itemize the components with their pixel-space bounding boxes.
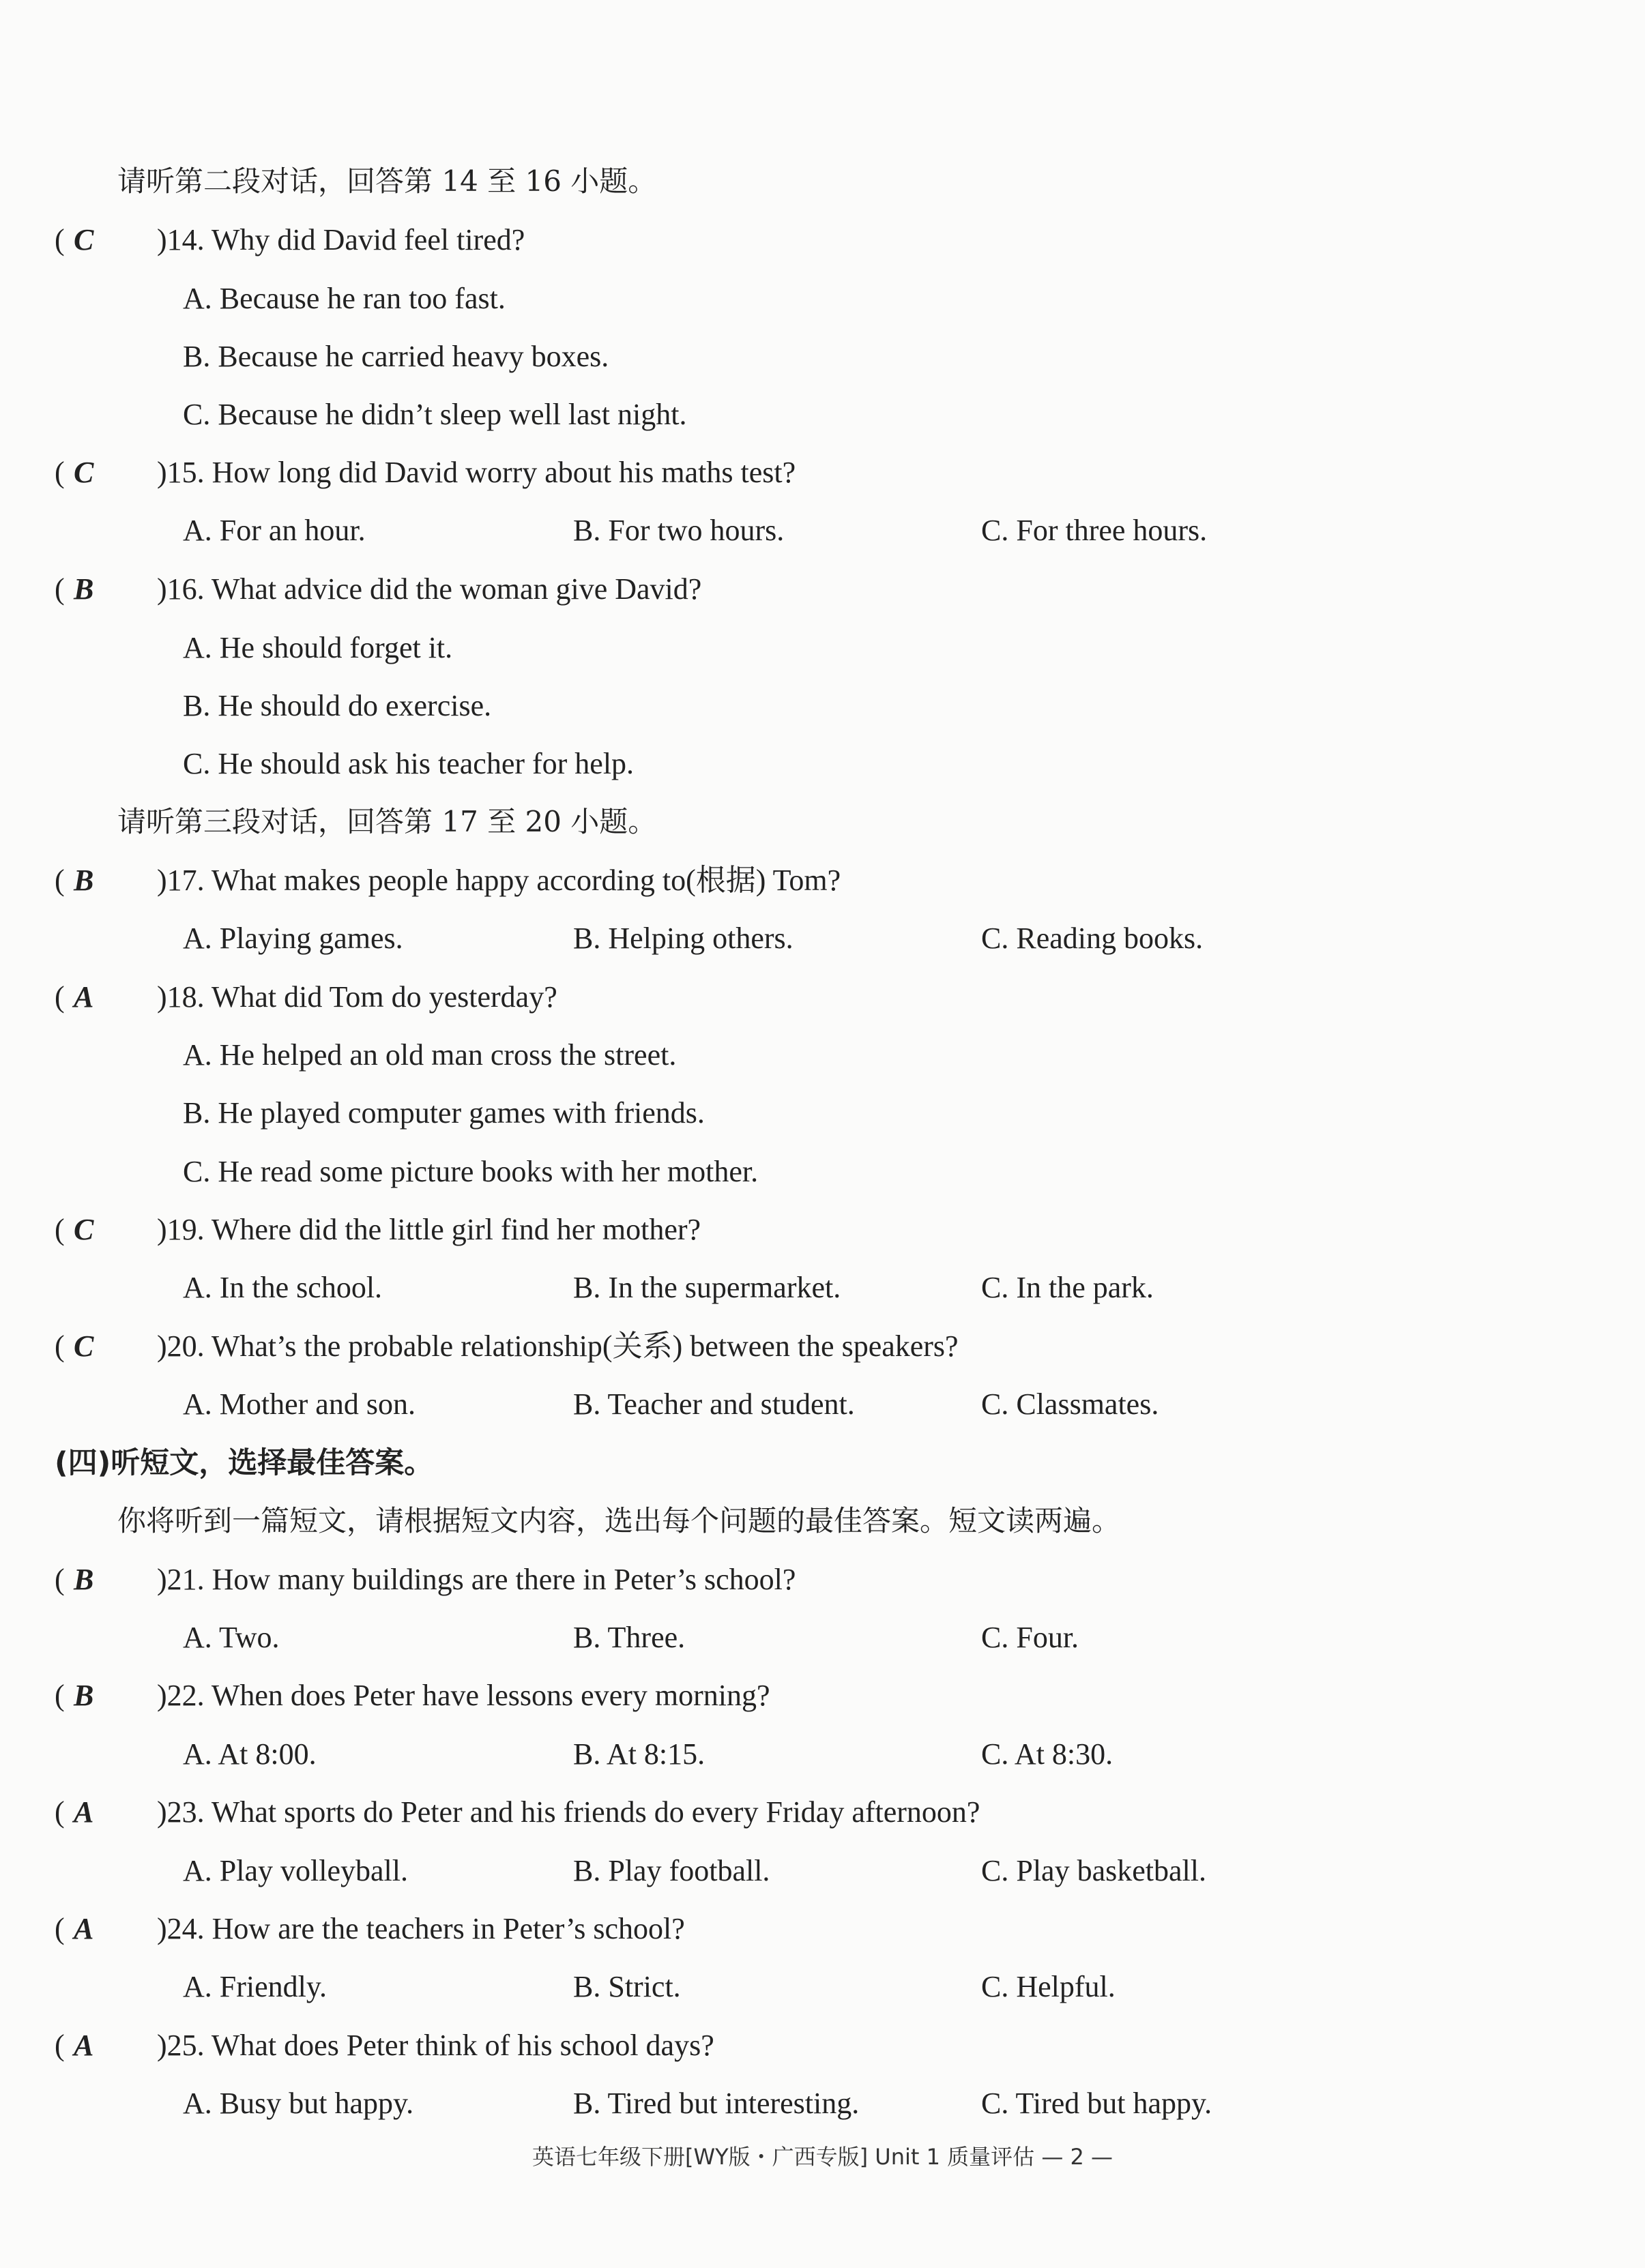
answer-mark: B	[73, 1679, 94, 1712]
option-b: B. Helping others.	[573, 922, 794, 955]
option-b: B. Three.	[573, 1621, 686, 1654]
answer-mark: A	[73, 1795, 94, 1829]
question-25	[55, 2027, 714, 2065]
option-c: C. He should ask his teacher for help.	[183, 747, 635, 780]
option-a: A. Friendly.	[183, 1970, 327, 2003]
option-c: C. Helpful.	[981, 1970, 1116, 2003]
question-23	[55, 1793, 980, 1831]
answer-mark: B	[73, 864, 94, 897]
answer-bracket: ( B	[55, 1561, 157, 1599]
question-20	[55, 1327, 959, 1366]
question-22	[55, 1677, 770, 1715]
question-number: )17.	[157, 864, 205, 897]
question-number: )21.	[157, 1563, 205, 1596]
question-text: What makes people happy according to(根据) Tom?	[211, 864, 841, 897]
question-19	[55, 1211, 701, 1249]
option-a: A. He helped an old man cross the street.	[183, 1038, 677, 1072]
section-4-instruction: 你将听到一篇短文，请根据短文内容，选出每个问题的最佳答案。短文读两遍。	[117, 1504, 1121, 1537]
option-c: C. For three hours.	[981, 514, 1208, 547]
question-text: When does Peter have lessons every morning?	[211, 1679, 770, 1712]
option-a: A. Two.	[183, 1621, 280, 1654]
option-b: B. Strict.	[573, 1970, 681, 2003]
question-text: How are the teachers in Peter’s school?	[212, 1912, 685, 1945]
answer-bracket: ( B	[55, 570, 157, 608]
question-text: How long did David worry about his maths test?	[212, 456, 796, 489]
option-b: B. Because he carried heavy boxes.	[183, 340, 609, 373]
answer-mark: C	[73, 223, 94, 256]
option-b: B. He played computer games with friends.	[183, 1096, 705, 1130]
option-b: B. Play football.	[573, 1854, 770, 1887]
option-a: A. Mother and son.	[183, 1387, 416, 1421]
question-number: )16.	[157, 572, 205, 606]
question-text: What did Tom do yesterday?	[211, 980, 557, 1014]
option-a: A. For an hour.	[183, 514, 366, 547]
option-c: C. At 8:30.	[981, 1737, 1113, 1771]
option-c: C. Play basketball.	[981, 1854, 1206, 1887]
option-a: A. Busy but happy.	[183, 2087, 414, 2120]
question-16	[55, 570, 701, 608]
question-number: )24.	[157, 1912, 205, 1945]
question-text: What sports do Peter and his friends do every Friday afternoon?	[211, 1795, 980, 1829]
question-text: Where did the little girl find her mother?	[211, 1213, 701, 1246]
option-c: C. Four.	[981, 1621, 1079, 1654]
option-b: B. In the supermarket.	[573, 1271, 841, 1304]
question-text: What does Peter think of his school days?	[211, 2029, 714, 2062]
dialogue-3-instruction: 请听第三段对话，回答第 17 至 20 小题。	[117, 805, 657, 838]
option-c: C. Because he didn’t sleep well last night.	[183, 398, 687, 431]
question-21	[55, 1561, 796, 1599]
question-18	[55, 978, 557, 1016]
option-c: C. Reading books.	[981, 922, 1204, 955]
question-number: )15.	[157, 456, 205, 489]
question-15	[55, 454, 796, 492]
answer-mark: C	[73, 456, 94, 489]
question-text: What’s the probable relationship(关系) between the speakers?	[211, 1329, 959, 1363]
option-b: B. He should do exercise.	[183, 689, 492, 722]
answer-bracket: ( C	[55, 1211, 157, 1249]
answer-bracket: ( B	[55, 1677, 157, 1715]
answer-mark: A	[73, 2029, 94, 2062]
question-number: )22.	[157, 1679, 205, 1712]
option-b: B. Teacher and student.	[573, 1387, 855, 1421]
answer-bracket: ( A	[55, 1793, 157, 1831]
answer-bracket: ( A	[55, 2027, 157, 2065]
question-text: What advice did the woman give David?	[211, 572, 702, 606]
answer-bracket: ( C	[55, 454, 157, 492]
option-c: C. Classmates.	[981, 1387, 1159, 1421]
question-text: How many buildings are there in Peter’s school?	[212, 1563, 796, 1596]
question-number: )20.	[157, 1329, 205, 1363]
option-a: A. Playing games.	[183, 922, 403, 955]
answer-mark: C	[73, 1329, 94, 1363]
answer-mark: A	[73, 1912, 94, 1945]
option-c: C. He read some picture books with her mother.	[183, 1155, 759, 1188]
option-c: C. In the park.	[981, 1271, 1154, 1304]
answer-bracket: ( B	[55, 861, 157, 900]
option-b: B. At 8:15.	[573, 1737, 705, 1771]
option-a: A. In the school.	[183, 1271, 383, 1304]
answer-bracket: ( A	[55, 1910, 157, 1948]
question-14	[55, 221, 525, 259]
dialogue-2-instruction: 请听第二段对话，回答第 14 至 16 小题。	[117, 164, 657, 198]
option-a: A. At 8:00.	[183, 1737, 317, 1771]
section-4-heading: (四)听短文，选择最佳答案。	[55, 1446, 434, 1480]
page-footer: 英语七年级下册[WY版・广西专版] Unit 1 质量评估 — 2 —	[532, 2144, 1113, 2170]
question-number: )23.	[157, 1795, 205, 1829]
option-a: A. Because he ran too fast.	[183, 282, 506, 315]
answer-bracket: ( C	[55, 1327, 157, 1366]
option-c: C. Tired but happy.	[981, 2087, 1212, 2120]
answer-bracket: ( C	[55, 221, 157, 259]
answer-mark: B	[73, 1563, 94, 1596]
question-number: )25.	[157, 2029, 205, 2062]
answer-bracket: ( A	[55, 978, 157, 1016]
question-number: )18.	[157, 980, 205, 1014]
option-a: A. He should forget it.	[183, 631, 453, 664]
question-24	[55, 1910, 685, 1948]
question-number: )19.	[157, 1213, 205, 1246]
question-number: )14.	[157, 223, 205, 256]
answer-mark: C	[73, 1213, 94, 1246]
answer-mark: B	[73, 572, 94, 606]
option-a: A. Play volleyball.	[183, 1854, 408, 1887]
option-b: B. Tired but interesting.	[573, 2087, 860, 2120]
question-17	[55, 861, 841, 900]
answer-mark: A	[73, 980, 94, 1014]
question-text: Why did David feel tired?	[211, 223, 525, 256]
option-b: B. For two hours.	[573, 514, 785, 547]
